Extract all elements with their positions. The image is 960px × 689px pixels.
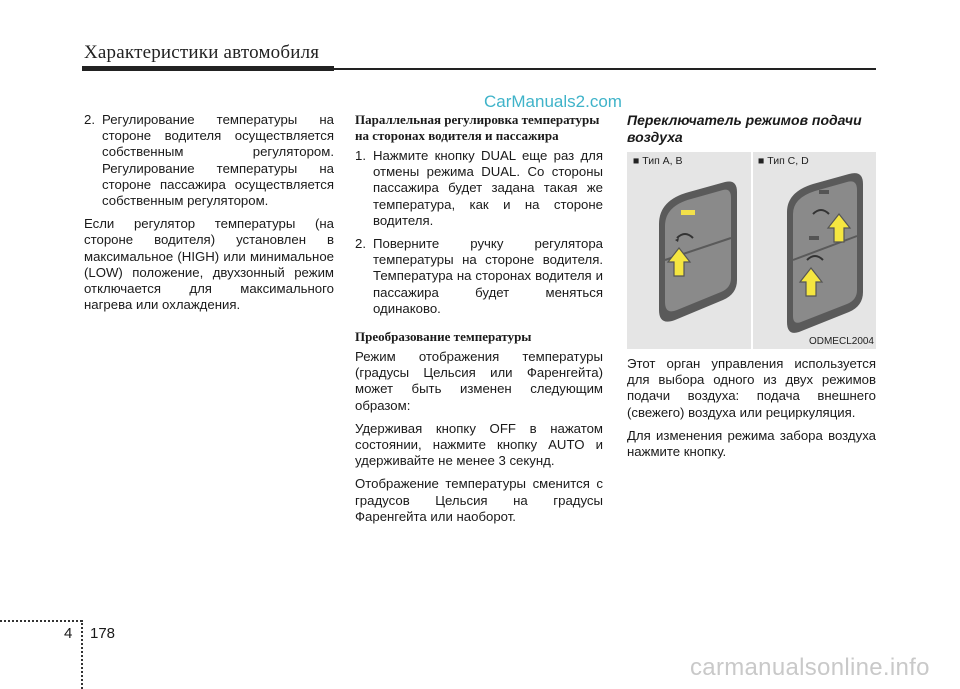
watermark-bottom[interactable]: carmanualsonline.info	[690, 654, 930, 681]
section-heading: Переключатель режимов подачи воздуха	[627, 112, 862, 145]
list-text: Нажмите кнопку DUAL еще раз для отмены режима DUAL. Со стороны пассажира будет задана такая же температура, как и на стороне водителя.	[373, 148, 603, 228]
list-item	[355, 236, 603, 317]
footer-rule-horizontal	[0, 620, 82, 623]
section-number: 4	[64, 625, 73, 642]
paragraph: Режим отображения температуры (градусы Цельсия или Фаренгейта) может быть изменен следующим образом:	[355, 349, 603, 413]
list-number: 2.	[355, 236, 366, 252]
footer-rule-vertical	[81, 620, 84, 689]
page-header-title: Характеристики автомобиля	[84, 42, 320, 63]
figure-illustration	[627, 152, 876, 349]
list-number: 1.	[355, 148, 366, 163]
figure-label-left: ■ Тип A, B	[633, 155, 683, 167]
paragraph: Этот орган управления используется для выбора одного из двух режимов подачи воздуха: подача внешнего (свежего) воздуха или рециркуляция.	[627, 356, 876, 420]
air-intake-figure	[627, 152, 876, 349]
column-3-body	[627, 356, 876, 467]
page-number: 178	[90, 625, 116, 642]
list-number: 2.	[84, 112, 95, 127]
paragraph: Для изменения режима забора воздуха нажмите кнопку.	[627, 427, 876, 460]
list-text: Поверните ручку регулятора температуры на стороне водителя. Температура на сторонах водителя и пассажира будет меняться одинаково.	[373, 236, 603, 316]
header-bar	[82, 66, 334, 71]
list-item	[84, 112, 334, 209]
list-item	[355, 148, 603, 229]
column-2	[355, 112, 603, 532]
header-rule	[334, 68, 876, 70]
section-heading: Преобразование температуры	[355, 329, 532, 345]
column-1	[84, 112, 334, 320]
figure-code: ODMECL2004	[808, 336, 874, 347]
watermark-top[interactable]: CarManuals2.com	[484, 92, 622, 111]
paragraph: Если регулятор температуры (на стороне водителя) установлен в максимальное (HIGH) или минимальное (LOW) положение, двухзонный режим отключается для максимального нагрева или охлаждения.	[84, 216, 334, 313]
list-text: Регулирование температуры на стороне водителя осуществляется собственным регулятором. Регулирование температуры на стороне пассажира осуществляется собственным регулятором.	[102, 112, 334, 209]
column-3-heading	[627, 112, 876, 156]
paragraph: Отображение температуры сменится с градусов Цельсия на градусы Фаренгейта или наоборот.	[355, 476, 603, 524]
switch-type-cd-icon	[787, 173, 863, 333]
switch-type-ab-icon	[659, 181, 737, 321]
section-heading: Параллельная регулировка температуры на сторонах водителя и пассажира	[355, 112, 600, 143]
figure-label-right: ■ Тип C, D	[758, 155, 809, 167]
paragraph: Удерживая кнопку OFF в нажатом состоянии, нажмите кнопку AUTO и удерживайте не менее 3 секунд.	[355, 420, 603, 469]
